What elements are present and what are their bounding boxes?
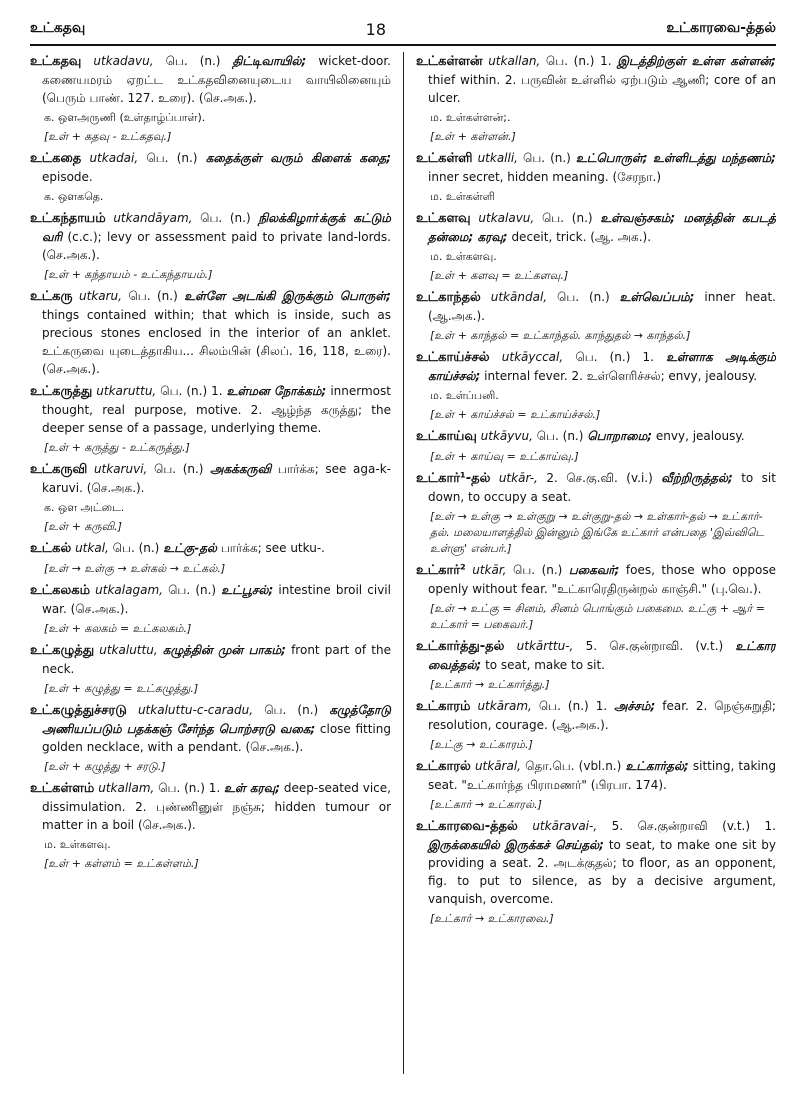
etymology: [உள் + கந்தாயம் - உட்கந்தாயம்.]	[44, 268, 213, 281]
transliteration: utkadavu,	[93, 54, 154, 68]
etymology: [உள் + கலகம் = உட்கலகம்.]	[44, 622, 192, 635]
transliteration: utkallam,	[98, 781, 155, 795]
etymology: [உள் + காய்ச்சல் = உட்காய்ச்சல்.]	[430, 408, 601, 421]
headword: உட்காரவை-த்தல்	[416, 819, 518, 834]
tamil-definition: திட்டிவாயில்;	[232, 54, 307, 68]
part-of-speech: பெ. (n.)	[112, 541, 160, 555]
cognate-note: ம. உள்கள்ளி	[430, 190, 495, 203]
english-definition: front part of the neck.	[42, 643, 391, 676]
transliteration: utkaruttu,	[96, 384, 157, 398]
tamil-definition: உட்கு-தல்	[163, 541, 217, 555]
etymology: [உள் + கள்ளன்.]	[430, 130, 516, 143]
transliteration: utkāram,	[477, 699, 532, 713]
part-of-speech: பெ. (n.)	[168, 583, 217, 597]
english-definition: episode.	[42, 170, 93, 184]
etymology: [உள் + கருவி.]	[44, 520, 122, 533]
dictionary-entry	[416, 348, 776, 423]
tamil-definition: கழுத்தோடு அணியப்படும் பதக்கஞ் சேர்ந்த பொற்சரடு வகை;	[42, 703, 391, 736]
dictionary-entry	[416, 469, 776, 557]
headword: உட்கருவி	[30, 462, 88, 477]
english-definition: deep-seated vice, dissimulation. 2. புண்ணினுள் நஞ்சு; hidden tumour or matter in a boil (செ.அக.).	[42, 781, 391, 832]
transliteration: utkaluttu,	[99, 643, 158, 657]
part-of-speech: பெ. (n.) 1.	[158, 781, 221, 795]
english-definition: intestine broil civil war. (செ.அக.).	[42, 583, 391, 616]
entry-definition	[30, 641, 391, 678]
etymology: [உள் + கள்ளம் = உட்கள்ளம்.]	[44, 857, 199, 870]
transliteration: utkallan,	[488, 54, 541, 68]
entry-definition	[416, 817, 776, 908]
part-of-speech: பெ. (n.) 1.	[545, 54, 612, 68]
dictionary-entry	[30, 209, 391, 283]
dictionary-entry	[416, 427, 776, 465]
part-of-speech: பெ. (n.)	[541, 211, 593, 225]
english-definition: sitting, taking seat. "உட்கார்ந்த பிராமணர்" (பிரபா. 174).	[428, 759, 776, 792]
dictionary-entry	[416, 637, 776, 693]
headword: உட்கார்²	[416, 563, 466, 578]
english-definition: fear. 2. நெஞ்சுறுதி; resolution, courage. (ஆ.அக.).	[428, 699, 776, 732]
etymology: [உள் + காய்வு = உட்காய்வு.]	[430, 450, 579, 463]
running-head-right: உட்காரவை-த்தல்	[666, 20, 776, 36]
transliteration: utkadai,	[89, 151, 139, 165]
etymology: [உள் + கழுத்து = உட்கழுத்து.]	[44, 682, 199, 695]
english-definition: inner heat. (ஆ.அக.).	[428, 290, 776, 323]
entry-definition	[30, 52, 391, 107]
headword: உட்கலகம்	[30, 583, 91, 598]
headword: உட்கள்ளி	[416, 151, 473, 166]
cognate-note: க. ஒளஅருணி (உள்தாழ்ப்பாள்).	[44, 111, 206, 124]
dictionary-entry	[416, 697, 776, 753]
dictionary-entry	[30, 287, 391, 378]
tamil-definition: பகைவர்;	[568, 563, 620, 577]
tamil-definition: அச்சம்;	[614, 699, 656, 713]
entry-definition	[416, 561, 776, 598]
english-definition: deceit, trick. (ஆ. அக.).	[511, 230, 652, 244]
entry-definition	[416, 348, 776, 385]
part-of-speech: 5. செ.குன்றாவி (v.t.) 1.	[611, 819, 776, 833]
entry-definition	[416, 697, 776, 734]
etymology: [உள் → உள்கு → உள்கல் → உட்கல்.]	[44, 562, 226, 575]
tamil-definition: இருக்கையில் இருக்கச் செய்தல்;	[428, 838, 604, 852]
headword: உட்கள்ளம்	[30, 781, 95, 796]
tamil-definition: கதைக்குள் வரும் கிளைக் கதை;	[205, 151, 391, 165]
tamil-definition: உள் கரவு;	[223, 781, 281, 795]
english-definition: foes, those who oppose openly without fear. "உட்காரெதிருன்றல் காஞ்சி." (பு.வெ.).	[428, 563, 776, 596]
etymology: [உட்கார் → உட்கார்த்து.]	[430, 678, 550, 691]
dictionary-entry	[416, 288, 776, 344]
transliteration: utkāndal,	[490, 290, 548, 304]
dictionary-entry	[416, 817, 776, 927]
headword: உட்காரம்	[416, 699, 471, 714]
tamil-definition: உள்ளே அடங்கி இருக்கும் பொருள்;	[184, 289, 391, 303]
right-column	[403, 52, 776, 1074]
dictionary-entry	[416, 52, 776, 145]
entry-definition	[416, 149, 776, 186]
running-head-left: உட்கதவு	[30, 20, 86, 36]
entry-definition	[416, 637, 776, 674]
tamil-definition: இடத்திற்குள் உள்ள கள்ளன்;	[617, 54, 776, 68]
transliteration: utkār,	[472, 563, 507, 577]
transliteration: utkalli,	[477, 151, 518, 165]
part-of-speech: பெ. (n.) 1.	[160, 384, 223, 398]
dictionary-entry	[30, 641, 391, 697]
tamil-definition: கழுத்தின் முன் பாகம்;	[162, 643, 286, 657]
etymology: [உட்கு → உட்காரம்.]	[430, 738, 533, 751]
english-definition: internal fever. 2. உள்ளெரிச்சல்; envy, jealousy.	[484, 369, 758, 383]
dictionary-entry	[416, 149, 776, 205]
etymology: [உள் + களவு = உட்களவு.]	[430, 269, 569, 282]
etymology: [உட்கார் → உட்காரல்.]	[430, 798, 542, 811]
entry-definition	[30, 209, 391, 264]
left-column	[30, 52, 403, 1074]
headword: உட்கந்தாயம்	[30, 211, 106, 226]
part-of-speech: பெ. (n.)	[523, 151, 571, 165]
english-definition: close fitting golden necklace, with a pendant. (செ.அக.).	[42, 722, 391, 754]
part-of-speech: பெ. (n.)	[200, 211, 251, 225]
part-of-speech: பெ. (n.) 1.	[538, 699, 608, 713]
english-definition: thief within. 2. பருவின் உள்ளில் ஏற்படும் ஆணி; core of an ulcer.	[428, 73, 776, 105]
headword: உட்கதவு	[30, 54, 82, 69]
dictionary-entry	[30, 779, 391, 872]
english-definition: (c.c.); levy or assessment paid to private land-lords. (செ.அக.).	[42, 230, 391, 262]
headword: உட்கார்த்து-தல்	[416, 639, 505, 654]
headword: உட்கதை	[30, 151, 82, 166]
etymology: [உள் → உட்கு = சினம், சினம் பொங்கும் பகைமை. உட்கு + ஆர் = உட்கார் = பகைவர்.]	[430, 602, 765, 631]
tamil-definition: உட்கார்தல்;	[625, 759, 689, 773]
tamil-definition: உட்கார வைத்தல்;	[428, 639, 776, 672]
part-of-speech: பெ. (n.)	[128, 289, 178, 303]
dictionary-entry	[30, 382, 391, 456]
entry-definition	[416, 757, 776, 794]
cognate-note: ம. உள்களவு.	[44, 838, 111, 851]
entry-definition	[416, 469, 776, 506]
entry-definition	[30, 581, 391, 618]
tamil-definition: உள்வஞ்சகம்; மனத்தின் கபடத் தன்மை; கரவு;	[428, 211, 776, 244]
etymology: [உள் → உள்கு → உள்குறு → உள்குறு-தல் → உள்கார்-தல் → உட்கார்-தல். மலையாளத்தில் இன்னும் இங்கே உட்கார் என்பதை 'இவ்விடெ உள்ளு' என்பர்.]	[430, 510, 765, 555]
english-definition: to seat, make to sit.	[485, 658, 605, 672]
part-of-speech: 5. செ.குன்றாவி. (v.t.)	[585, 639, 724, 653]
tamil-definition: பொறாமை;	[587, 429, 653, 443]
cognate-note: ம. உள்ப்பனி.	[430, 389, 499, 402]
headword: உட்கரு	[30, 289, 73, 304]
headword: உட்கழுத்துச்சரடு	[30, 703, 127, 718]
dictionary-entry	[30, 460, 391, 535]
dictionary-entry	[416, 561, 776, 633]
cognate-note: ம. உள்கள்ளன்;.	[430, 111, 511, 124]
tamil-definition: அகக்கருவி	[210, 462, 272, 476]
english-definition: envy, jealousy.	[655, 429, 745, 443]
transliteration: utkaruvi,	[93, 462, 148, 476]
part-of-speech: பெ. (n.)	[146, 151, 198, 165]
transliteration: utkandāyam,	[113, 211, 193, 225]
transliteration: utkaluttu-c-caradu,	[137, 703, 254, 717]
transliteration: utkāyvu,	[480, 429, 533, 443]
dictionary-entry	[30, 539, 391, 577]
part-of-speech: பெ. (n.)	[556, 290, 610, 304]
tamil-definition: வீற்றிருத்தல்;	[661, 471, 733, 485]
entry-definition	[416, 52, 776, 107]
dictionary-entry	[30, 149, 391, 205]
headword: உட்காரல்	[416, 759, 471, 774]
english-definition: பார்க்க; see utku-.	[220, 541, 325, 555]
headword: உட்கருத்து	[30, 384, 93, 399]
transliteration: utkāral,	[474, 759, 521, 773]
headword: உட்களவு	[416, 211, 471, 226]
headword: உட்காந்தல்	[416, 290, 481, 305]
entry-definition	[416, 427, 776, 446]
english-definition: to sit down, to occupy a seat.	[428, 471, 776, 504]
transliteration: utkāyccal,	[501, 350, 564, 364]
tamil-definition: உள்ளாக அடிக்கும் காய்ச்சல்;	[428, 350, 776, 383]
entry-definition	[30, 701, 391, 756]
etymology: [உள் + காந்தல் = உட்காந்தல். காந்துதல் → காந்தல்.]	[430, 329, 691, 342]
headword: உட்கல்	[30, 541, 72, 556]
dictionary-entry	[416, 209, 776, 284]
etymology: [உள் + கழுத்து + சரடு.]	[44, 760, 166, 773]
english-definition: inner secret, hidden meaning. (சேரநா.)	[428, 170, 661, 184]
headword: உட்கழுத்து	[30, 643, 95, 658]
cognate-note: ம. உள்களவு.	[430, 250, 497, 263]
dictionary-entry	[30, 581, 391, 637]
headword: உட்காய்ச்சல்	[416, 350, 490, 365]
entry-definition	[416, 209, 776, 246]
etymology: [உட்கார் → உட்காரவை.]	[430, 912, 554, 925]
tamil-definition: உட்பூசல்;	[221, 583, 274, 597]
transliteration: utkār-,	[498, 471, 538, 485]
headword: உட்கள்ளன்	[416, 54, 483, 69]
entry-definition	[30, 779, 391, 834]
tamil-definition: உள்வெப்பம்;	[619, 290, 695, 304]
english-definition: பார்க்க; see aga-k-karuvi. (செ.அக.).	[42, 462, 391, 495]
part-of-speech: பெ. (n.) 1.	[575, 350, 654, 364]
english-definition: to seat, to make one sit by providing a seat. 2. அடக்குதல்; to floor, as an opponent, fig. to put to silence, as by a decisive argument, vanquish, overcome.	[428, 838, 776, 906]
english-definition: innermost thought, real purpose, motive. 2. ஆழ்ந்த கருத்து; the deeper sense of a passage, underlying theme.	[42, 384, 391, 435]
transliteration: utkaru,	[78, 289, 122, 303]
part-of-speech: பெ. (n.)	[513, 563, 563, 577]
english-definition: wicket-door. கணையமரம் ஏறட்ட உட்கதவினையுடைய வாயிலினையும் (பெரும் பாண். 127. உரை). (செ.அக.).	[42, 54, 391, 105]
entry-definition	[30, 539, 391, 558]
tamil-definition: உள்மன நோக்கம்;	[226, 384, 327, 398]
cognate-note: க. ஒள அட்டை.	[44, 501, 125, 514]
transliteration: utkāravai-,	[532, 819, 598, 833]
headword: உட்காய்வு	[416, 429, 477, 444]
headword: உட்கார்¹-தல்	[416, 471, 491, 486]
etymology: [உள் + கதவு - உட்கதவு.]	[44, 130, 172, 143]
part-of-speech: 2. செ.கு.வி. (v.i.)	[546, 471, 653, 485]
dictionary-entry	[416, 757, 776, 813]
page-number: 18	[365, 19, 386, 39]
entry-definition	[30, 382, 391, 437]
part-of-speech: தொ.பெ. (vbl.n.)	[525, 759, 622, 773]
transliteration: utkārttu-,	[516, 639, 574, 653]
entry-definition	[30, 287, 391, 378]
dictionary-columns	[30, 52, 776, 1074]
dictionary-entry	[30, 52, 391, 145]
transliteration: utkalagam,	[95, 583, 163, 597]
entry-definition	[30, 149, 391, 186]
part-of-speech: பெ. (n.)	[165, 54, 221, 68]
tamil-definition: நிலக்கிழாா்க்குக் கட்டும் வரி	[42, 211, 391, 244]
etymology: [உள் + கருத்து - உட்கருத்து.]	[44, 441, 190, 454]
english-definition: things contained within; that which is inside, such as precious stones enclosed in the interior of an anklet. உட்கருவை யுடைத்தாகிய... சிலம்பின் (சிலப். 16, 118, உரை). (செ.அக.).	[42, 308, 391, 376]
entry-definition	[30, 460, 391, 497]
transliteration: utkalavu,	[478, 211, 535, 225]
entry-definition	[416, 288, 776, 325]
dictionary-entry	[30, 701, 391, 775]
part-of-speech: பெ. (n.)	[264, 703, 319, 717]
part-of-speech: பெ. (n.)	[536, 429, 584, 443]
part-of-speech: பெ. (n.)	[153, 462, 204, 476]
tamil-definition: உட்பொருள்; உள்ளிடத்து மந்தணம்;	[575, 151, 776, 165]
transliteration: utkal,	[75, 541, 109, 555]
page-header	[30, 14, 776, 46]
cognate-note: க. ஒளகதெ.	[44, 190, 104, 203]
